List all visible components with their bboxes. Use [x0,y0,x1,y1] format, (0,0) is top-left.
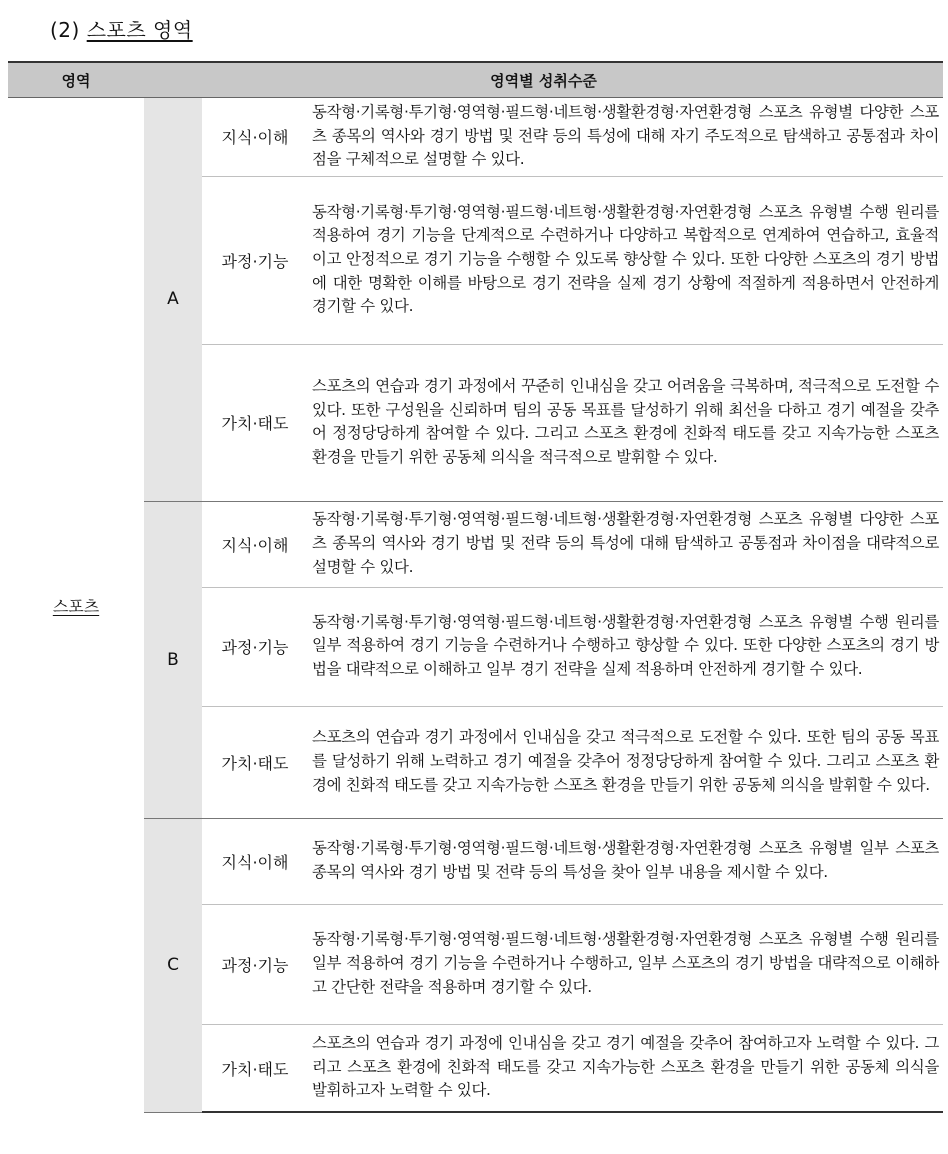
category-label: 지식·이해 [202,98,308,177]
standard-text: 스포츠의 연습과 경기 과정에서 인내심을 갖고 적극적으로 도전할 수 있다. 또한 팀의 공동 목표를 달성하기 위해 노력하고 경기 예절을 갖추어 정정당당하게 참여할 수 있다. 그리고 스포츠 환경에 친화적 태도를 갖고 지속가능한 스포츠 환경을 만들기 위한 공동체 의식을 발휘할 수 있다. [308,706,943,818]
section-heading [50,14,193,43]
category-label: 지식·이해 [202,818,308,904]
area-label: 스포츠 [52,596,100,616]
category-label: 가치·태도 [202,706,308,818]
table-row [8,501,943,587]
achievement-standards-table [8,61,943,1113]
category-label: 과정·기능 [202,904,308,1024]
header-standards: 영역별 성취수준 [144,62,943,98]
header-area: 영역 [8,62,144,98]
category-label: 가치·태도 [202,1024,308,1112]
area-cell [8,98,144,1113]
grade-cell-c: C [144,818,202,1112]
standard-text: 스포츠의 연습과 경기 과정에 인내심을 갖고 경기 예절을 갖추어 참여하고자 노력할 수 있다. 그리고 스포츠 환경에 친화적 태도를 갖고 지속가능한 스포츠 환경을 만들기 위한 공동체 의식을 발휘하고자 노력할 수 있다. [308,1024,943,1112]
grade-cell-b: B [144,501,202,818]
standard-text: 동작형·기록형·투기형·영역형·필드형·네트형·생활환경형·자연환경형 스포츠 유형별 일부 스포츠 종목의 역사와 경기 방법 및 전략 등의 특성을 찾아 일부 내용을 제시할 수 있다. [308,818,943,904]
table-header-row [8,62,943,98]
standard-text: 스포츠의 연습과 경기 과정에서 꾸준히 인내심을 갖고 어려움을 극복하며, 적극적으로 도전할 수 있다. 또한 구성원을 신뢰하며 팀의 공동 목표를 달성하기 위해 최선을 다하고 경기 예절을 갖추어 정정당당하게 참여할 수 있다. 그리고 스포츠 환경에 친화적 태도를 갖고 지속가능한 스포츠 환경을 만들기 위한 공동체 의식을 적극적으로 발휘할 수 있다. [308,344,943,501]
table-row [8,818,943,904]
category-label: 과정·기능 [202,587,308,706]
grade-cell-a: A [144,98,202,502]
category-label: 과정·기능 [202,176,308,344]
section-title: 스포츠 영역 [86,18,193,42]
table-row [8,98,943,177]
category-label: 가치·태도 [202,344,308,501]
standard-text: 동작형·기록형·투기형·영역형·필드형·네트형·생활환경형·자연환경형 스포츠 유형별 수행 원리를 적용하여 경기 기능을 단계적으로 수련하거나 다양하고 복합적으로 연계하여 연습하고, 효율적이고 안정적으로 경기 기능을 수행할 수 있도록 향상할 수 있다. 또한 다양한 스포츠의 경기 방법에 대한 명확한 이해를 바탕으로 경기 전략을 실제 경기 상황에 적절하게 적용하면서 안전하게 경기할 수 있다. [308,176,943,344]
standard-text: 동작형·기록형·투기형·영역형·필드형·네트형·생활환경형·자연환경형 스포츠 유형별 다양한 스포츠 종목의 역사와 경기 방법 및 전략 등의 특성에 대해 탐색하고 공통점과 차이점을 대략적으로 설명할 수 있다. [308,501,943,587]
standard-text: 동작형·기록형·투기형·영역형·필드형·네트형·생활환경형·자연환경형 스포츠 유형별 수행 원리를 일부 적용하여 경기 기능을 수련하거나 수행하고 향상할 수 있다. 또한 다양한 스포츠의 경기 방법을 대략적으로 이해하고 일부 경기 전략을 실제 적용하며 안전하게 경기할 수 있다. [308,587,943,706]
section-number: (2) [50,18,87,42]
category-label: 지식·이해 [202,501,308,587]
standard-text: 동작형·기록형·투기형·영역형·필드형·네트형·생활환경형·자연환경형 스포츠 유형별 수행 원리를 일부 적용하여 경기 기능을 수련하거나 수행하고, 일부 스포츠의 경기 방법을 대략적으로 이해하고 간단한 전략을 적용하며 경기할 수 있다. [308,904,943,1024]
standard-text: 동작형·기록형·투기형·영역형·필드형·네트형·생활환경형·자연환경형 스포츠 유형별 다양한 스포츠 종목의 역사와 경기 방법 및 전략 등의 특성에 대해 자기 주도적으로 탐색하고 공통점과 차이점을 구체적으로 설명할 수 있다. [308,98,943,177]
